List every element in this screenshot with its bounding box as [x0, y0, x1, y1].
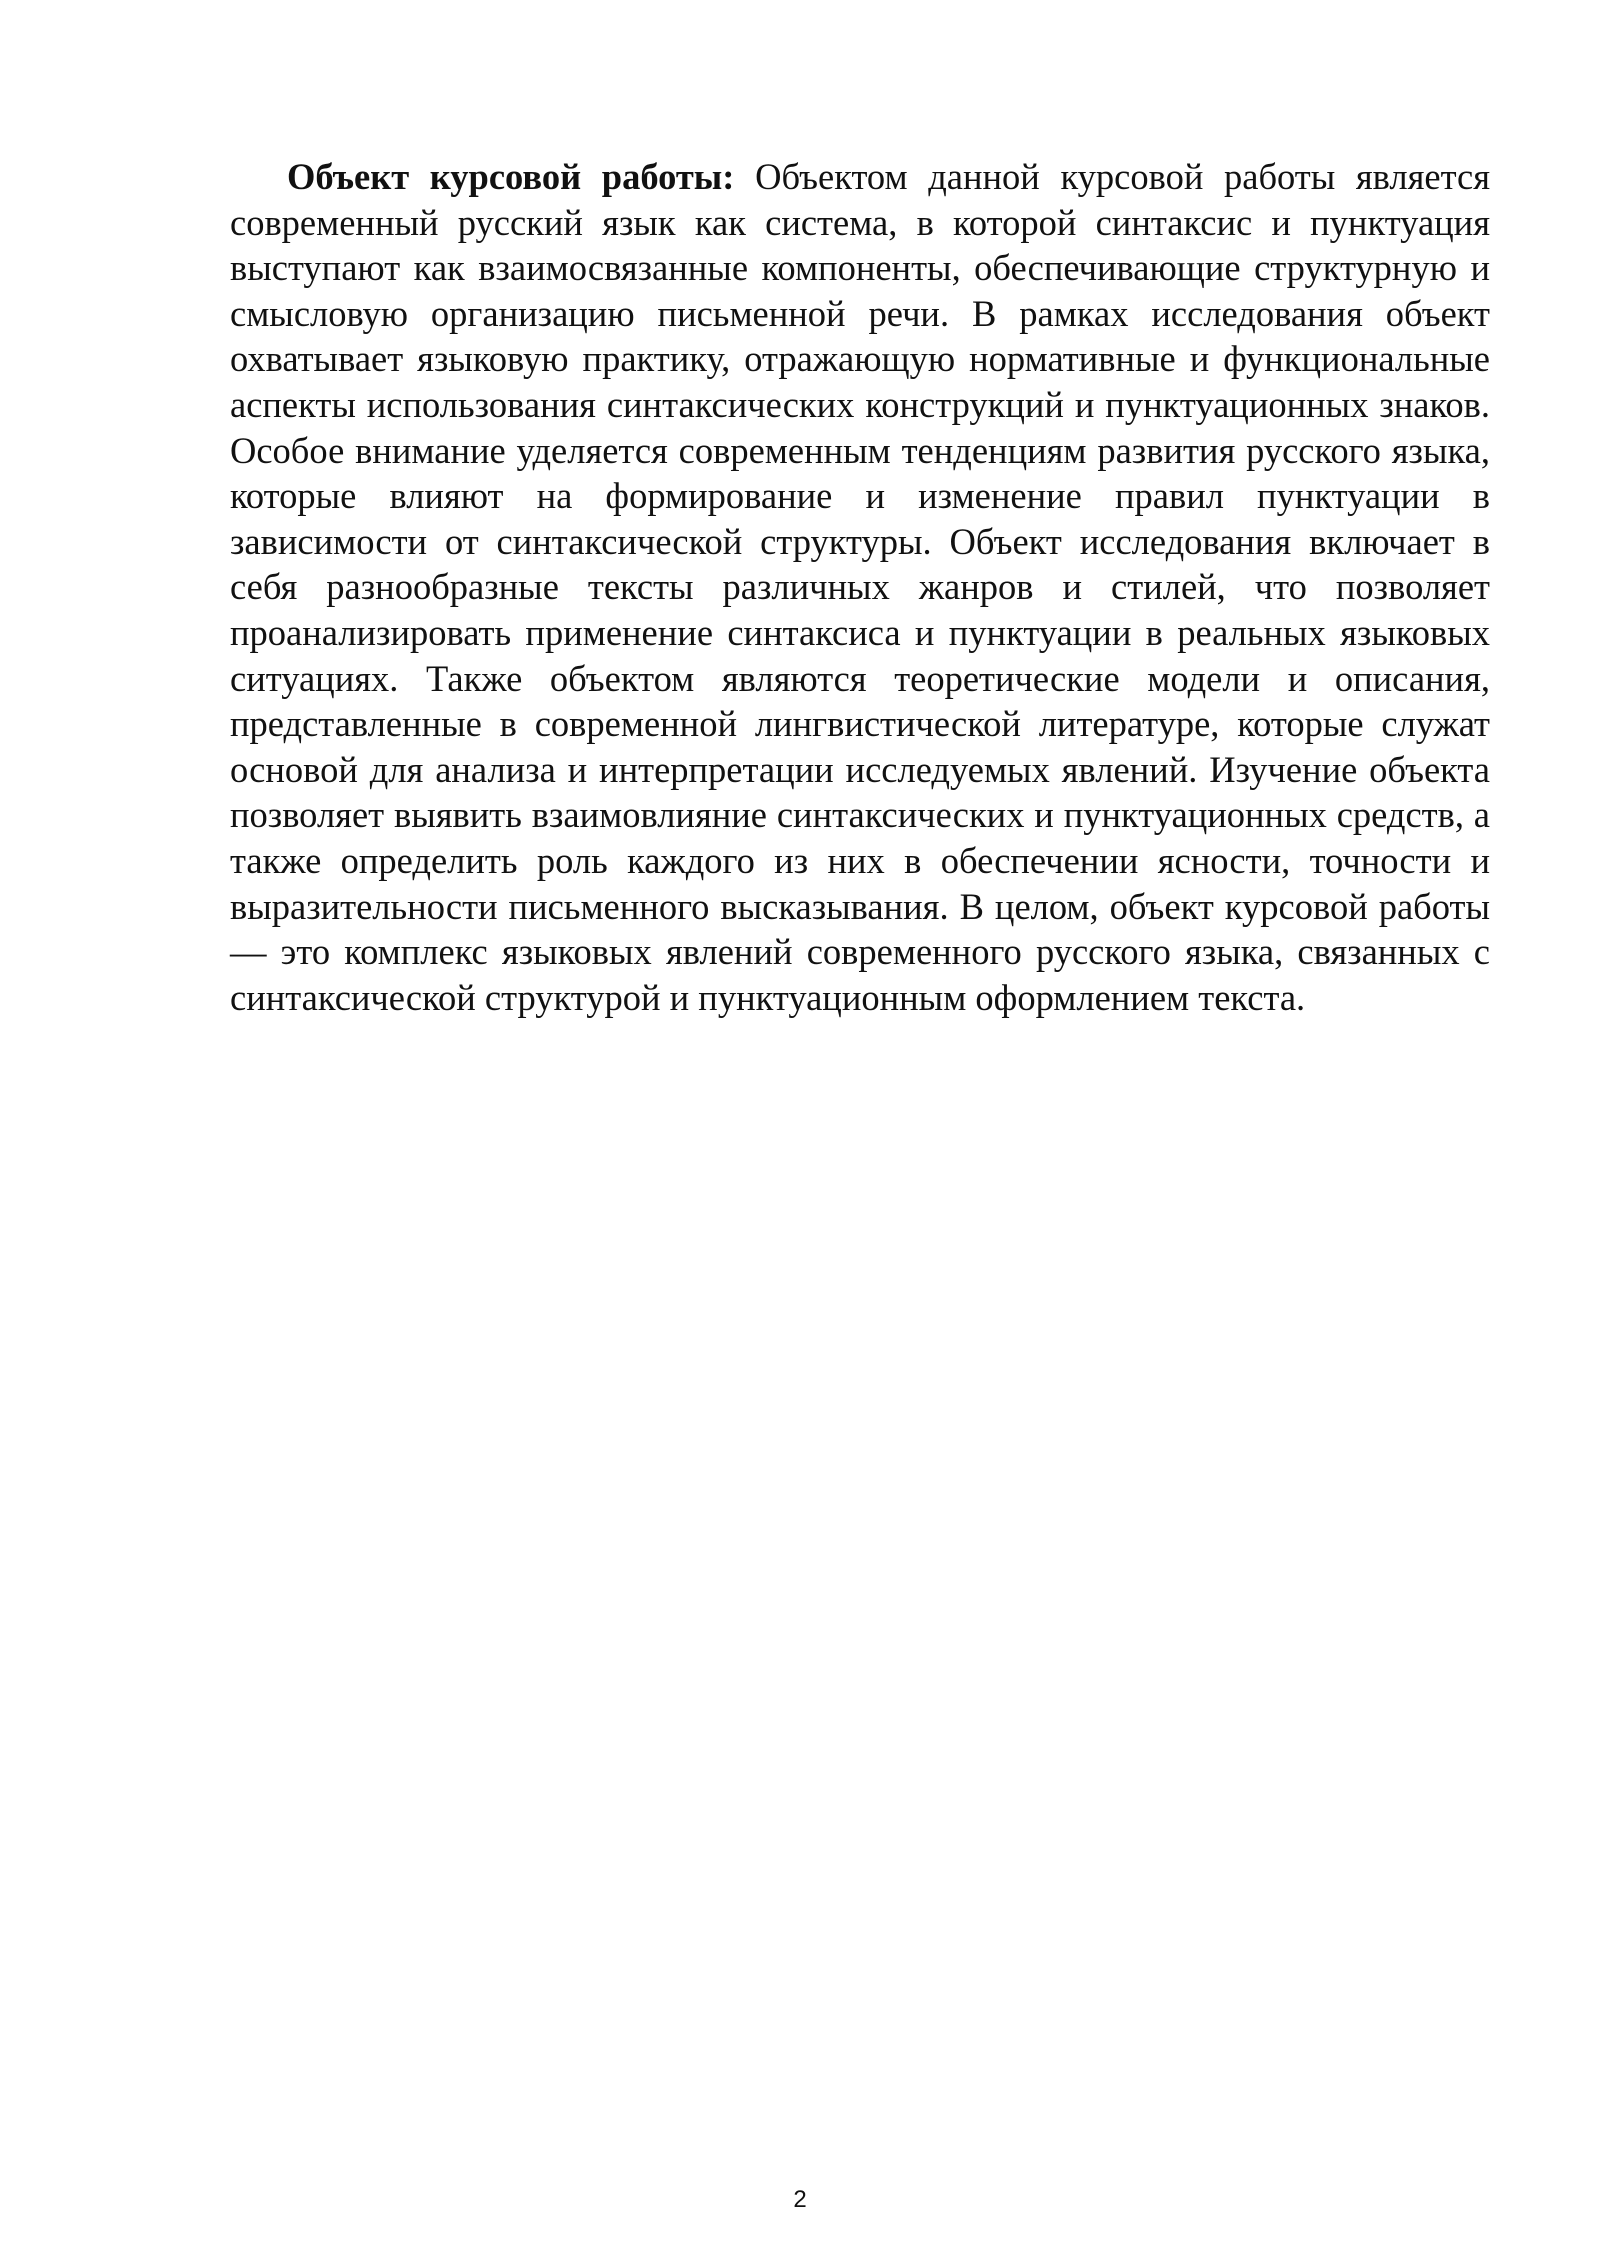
paragraph-text: Объектом данной курсовой работы является современный русский язык как система, в которой синтаксис и пунктуация выступают как взаимосвязанные компоненты, обеспечивающие структурную и смысловую организацию письменной речи. В рамках исследования объект охватывает языковую практику, отражающую нормативные и функциональные аспекты использования синтаксических конструкций и пунктуационных знаков. Особое внимание уделяется современным тенденциям развития русского языка, которые влияют на формирование и изменение правил пунктуации в зависимости от синтаксической структуры. Объект исследования включает в себя разнообразные тексты различных жанров и стилей, что позволяет проанализировать применение синтаксиса и пунктуации в реальных языковых ситуациях. Также объектом являются теоретические модели и описания, представленные в современной лингвистической литературе, которые служат основой для анализа и интерпретации исследуемых явлений. Изучение объекта позволяет выявить взаимовлияние синтаксических и пунктуационных средств, а также определить роль каждого из них в обеспечении ясности, точности и выразительности письменного высказывания. В целом, объект курсовой работы — это комплекс языковых явлений современного русского языка, связанных с синтаксической структурой и пунктуационным оформлением текста.: [230, 156, 1491, 1018]
section-heading-lead: Объект курсовой работы:: [287, 156, 735, 197]
body-paragraph: [230, 154, 1490, 1020]
page-number: 2: [793, 2186, 807, 2213]
